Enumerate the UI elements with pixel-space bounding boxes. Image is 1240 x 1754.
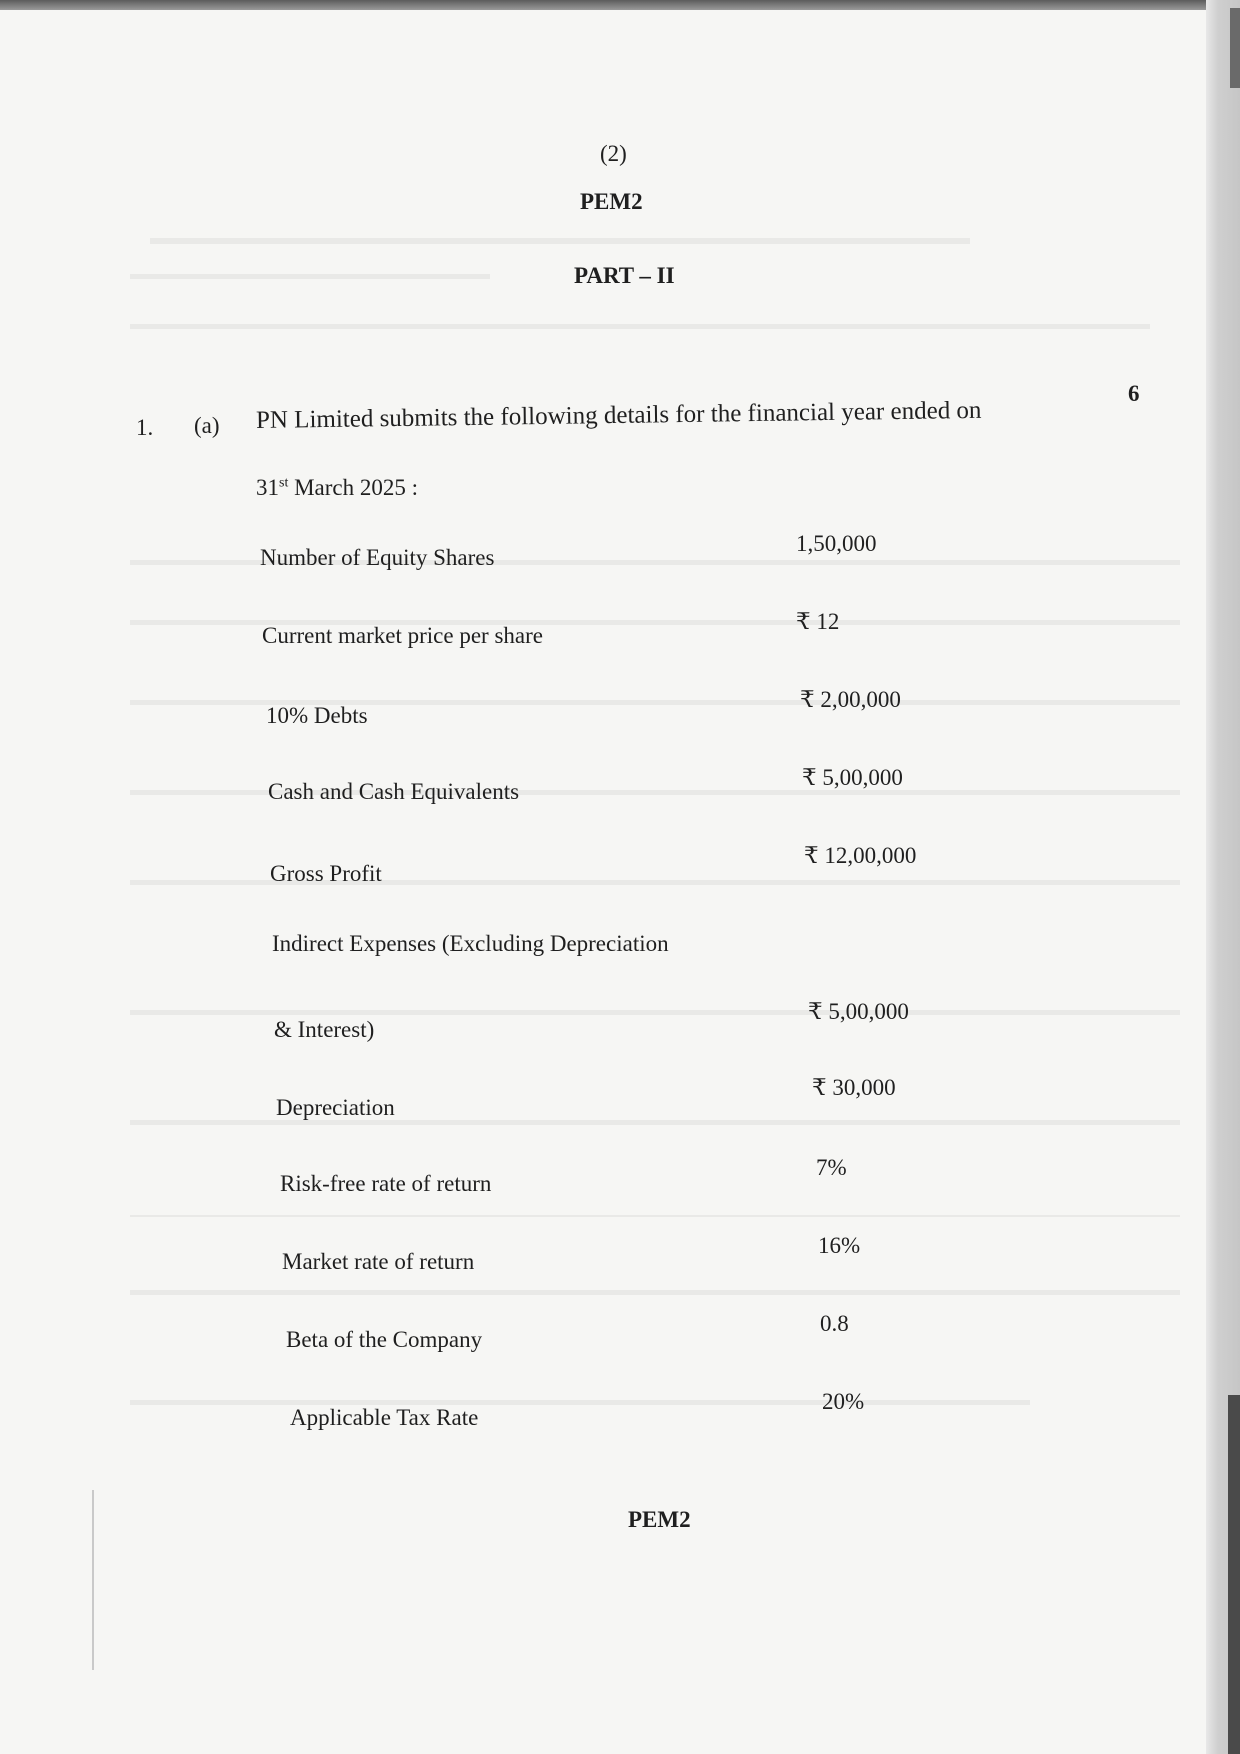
detail-value: ₹ 12	[796, 609, 840, 634]
scan-right-edge-shadow	[1230, 8, 1240, 88]
detail-value: ₹ 12,00,000	[804, 843, 917, 868]
bleed-through-line	[150, 238, 970, 244]
detail-label: Depreciation	[276, 1095, 395, 1120]
page-number: (2)	[600, 141, 627, 166]
detail-value: 16%	[818, 1233, 861, 1258]
scan-top-edge	[0, 0, 1240, 10]
question-number: 1.	[136, 415, 154, 440]
detail-value: ₹ 5,00,000	[808, 999, 909, 1024]
detail-value: ₹ 5,00,000	[802, 765, 903, 790]
detail-value: ₹ 2,00,000	[800, 687, 901, 712]
paper-code-top: PEM2	[580, 189, 643, 214]
detail-label: Indirect Expenses (Excluding Depreciation	[272, 931, 669, 956]
detail-label: 10% Debts	[266, 703, 368, 728]
detail-label: Risk-free rate of return	[280, 1171, 492, 1196]
bleed-through-line	[130, 274, 490, 279]
detail-label: Applicable Tax Rate	[290, 1405, 479, 1430]
detail-value: 7%	[816, 1155, 847, 1180]
date-rest: March 2025 :	[288, 475, 419, 500]
detail-value: 20%	[822, 1389, 865, 1414]
paper-code-bottom: PEM2	[628, 1507, 691, 1532]
detail-label: Number of Equity Shares	[260, 545, 495, 570]
detail-value: 0.8	[820, 1311, 849, 1336]
part-heading: PART – II	[574, 263, 675, 288]
scan-right-edge-binding	[1228, 1395, 1240, 1754]
detail-label: Beta of the Company	[286, 1327, 483, 1352]
question-marks: 6	[1128, 381, 1140, 406]
detail-value: ₹ 30,000	[812, 1075, 896, 1100]
detail-label: Current market price per share	[262, 623, 543, 648]
scan-left-rule	[92, 1490, 94, 1670]
bleed-through-line	[130, 1290, 1180, 1295]
date-day-suffix: st	[279, 475, 289, 491]
question-text-line1: PN Limited submits the following details for the financial year ended on	[255, 396, 982, 434]
detail-label-continued: & Interest)	[274, 1017, 375, 1042]
bleed-through-line	[130, 1400, 1030, 1405]
date-day: 31	[256, 475, 279, 500]
question-sub-part: (a)	[194, 413, 220, 438]
bleed-through-line	[130, 324, 1150, 329]
bleed-through-line	[130, 1120, 1180, 1125]
detail-label: Cash and Cash Equivalents	[268, 779, 520, 804]
bleed-through-line	[130, 1215, 1180, 1217]
detail-label: Gross Profit	[270, 861, 382, 886]
detail-label: Market rate of return	[282, 1249, 475, 1274]
detail-value: 1,50,000	[796, 531, 877, 556]
bleed-through-line	[130, 1010, 1180, 1015]
question-text-line2	[256, 476, 418, 499]
